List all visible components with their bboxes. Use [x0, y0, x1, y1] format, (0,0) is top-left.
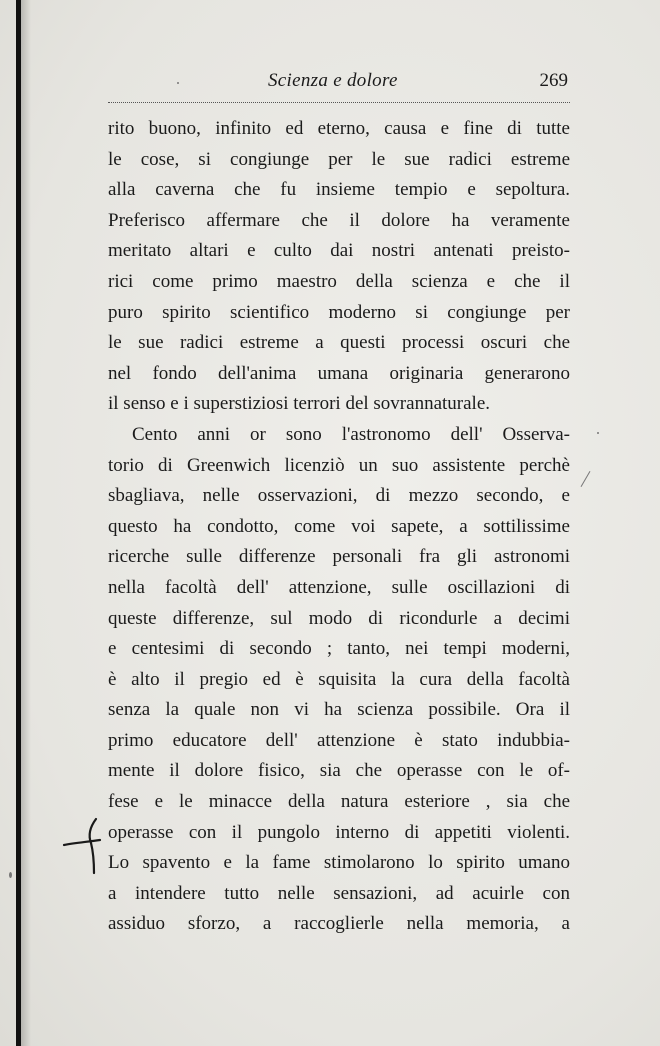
header-rule	[108, 102, 570, 103]
text-line: questo ha condotto, come voi sapete, a sottilissime	[108, 515, 570, 537]
text-line: sbagliava, nelle osservazioni, di mezzo secondo, e	[108, 485, 570, 507]
text-line: alla caverna che fu insieme tempio e sepoltura.	[108, 179, 570, 201]
text-line: torio di Greenwich licenziò un suo assistente perchè	[108, 454, 570, 476]
body-text	[108, 114, 570, 940]
text-line-paragraph-start: Cento anni or sono l'astronomo dell' Osserva-	[132, 423, 570, 445]
text-line: rici come primo maestro della scienza e che il	[108, 270, 570, 292]
text-line: nel fondo dell'anima umana originaria generarono	[108, 362, 570, 384]
text-line: le sue radici estreme a questi processi oscuri che	[108, 332, 570, 354]
text-line: operasse con il pungolo interno di appetiti violenti.	[108, 821, 570, 843]
paper-speck	[581, 471, 591, 487]
text-line: senza la quale non vi ha scienza possibile. Ora il	[108, 699, 570, 721]
running-title: Scienza e dolore	[268, 70, 398, 91]
text-line: puro spirito scientifico moderno si congiunge per	[108, 301, 570, 323]
text-line: assiduo sforzo, a raccoglierle nella memoria, a	[108, 913, 570, 935]
text-line: e centesimi di secondo ; tanto, nei tempi moderni,	[108, 638, 570, 660]
handwritten-cross-mark	[60, 815, 106, 877]
paper-speck	[9, 872, 12, 878]
text-line: è alto il pregio ed è squisita la cura della facoltà	[108, 668, 570, 690]
text-line: Lo spavento e la fame stimolarono lo spirito umano	[108, 852, 570, 874]
text-line: a intendere tutto nelle sensazioni, ad acuirle con	[108, 882, 570, 904]
paper-speck	[177, 82, 179, 84]
text-line: ricerche sulle differenze personali fra gli astronomi	[108, 546, 570, 568]
text-line: le cose, si congiunge per le sue radici estreme	[108, 148, 570, 170]
text-line: fese e le minacce della natura esteriore , sia che	[108, 791, 570, 813]
text-line: primo educatore dell' attenzione è stato indubbia-	[108, 729, 570, 751]
text-line: il senso e i superstiziosi terrori del sovrannaturale.	[108, 393, 491, 415]
gutter-shadow	[21, 0, 31, 1046]
text-line: nella facoltà dell' attenzione, sulle oscillazioni di	[108, 576, 570, 598]
text-line: meritato altari e culto dai nostri antenati preisto-	[108, 240, 570, 262]
page-number: 269	[539, 70, 568, 91]
text-line: mente il dolore fisico, sia che operasse con le of-	[108, 760, 570, 782]
text-line: queste differenze, sul modo di ricondurle a decimi	[108, 607, 570, 629]
text-line: Preferisco affermare che il dolore ha veramente	[108, 209, 570, 231]
text-line: rito buono, infinito ed eterno, causa e fine di tutte	[108, 118, 570, 139]
paper-speck	[597, 432, 599, 434]
